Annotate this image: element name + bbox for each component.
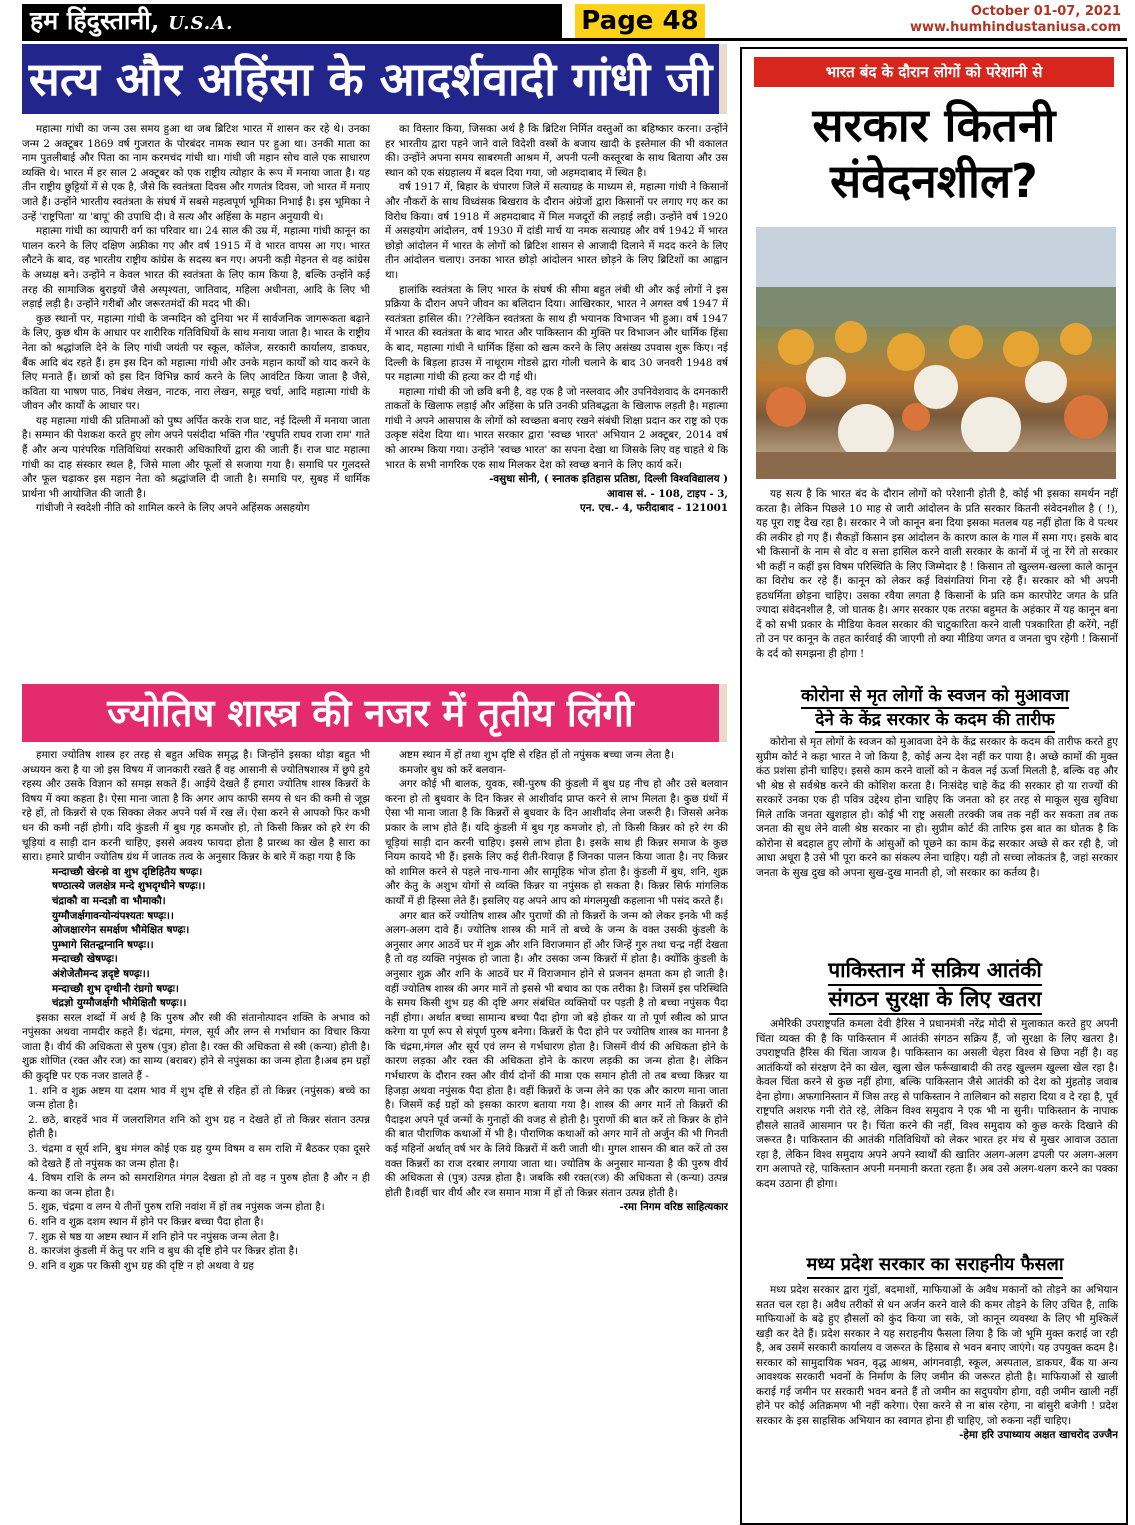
sub1-paragraph: कोरोना से मृत लोगों के स्वजन को मुआवजा देने के केंद्र सरकार के कदम की तारीफ करते हुए सुप्रीम कोर्ट ने कहा भारत ने जो किया है, कोई अन्य देश नहीं कर पाया है। अच्छे कामों की मुक्त कंठ प्रशंसा होनी चाहिए। इससे काम करने वालों को न केवल नई ऊर्जा मिलती है, बल्कि वह और भी श्रेष्ठ से सर्वश्रेष्ठ करने की कोशिश करता है। निःसंदेह चाहे केंद्र की सरकार हो या राज्यों की सरकारें उनका एक ही पवित्र उद्देश्य होना चाहिए कि जनता को हर तरह से माकूल सुख सुविधा मिले ताकि जनता खुशहाल हो। कोई भी राष्ट्र असली तरक्की जब तक नहीं कर सकता तब तक जनता की सुध लेने वाली श्रेष्ठ सरकार ना हो। सुप्रीम कोर्ट की तारिफ इस बात का घोतक है कि कोरोना से बदहाल हुए लोगों के आंसुओं को पूछने का काम केंद्र सरकार अच्छे से कर रही है, जो आधा अधूरा है उसे भी पूरा करने का संकल्प लेना चाहिए। यही तो सच्चा लोकतंत्र है, जहां सरकार जनता के सुख दुख को अपना सुख-दुख मानती हो, जो सरकार का कर्तव्य है। (756, 736, 1118, 879)
article1-credit-line: आवास सं. - 108, टाइप - 3, (606, 487, 728, 500)
sidebar-box (740, 47, 1128, 1525)
sub2-text (756, 1017, 1118, 1249)
article2-paragraph: अगर कोई भी बालक, युवक, स्त्री-पुरुष की कुंडली में बुध ग्रह नीच हो और उसे बलवान करना हो तो बुधवार के दिन किन्नर से आशीर्वाद प्राप्त करने से लाभ मिलता है। कुछ ग्रंथों में ऐसा भी माना जाता है कि किन्नरों से बुधवार के दिन आशीर्वाद लेना जरूरी है। जिससे अनेक प्रकार के लाभ होते हैं। यदि कुंडली में बुध गृह कमजोर हो, तो किसी किन्नर को हरे रंग की चूड़ियां साड़ी दान करनी चाहिए। इससे लाभ होता है। इसके साथ ही किन्नर समाज के कुछ नियम कायदे भी हैं। इसके लिए कई रीती-रिवाज़ हैं जिनका पालन किया जाता है। नए किन्नर को शामिल करने से पहले नाच-गाना और सामूहिक भोज होता है। कुंडली में बुध, शनि, शुक्र और केतु के अशुभ योगों से व्यक्ति किन्नर या नपुंसक हो सकता है। किन्नर सिर्फ मांगलिक कार्यों में ही हिस्सा लेते हैं। इसलिए यह अपने आप को मंगलमुखी कहलाना भी पसंद करते हैं। (385, 778, 728, 907)
sidebar-headline-line2: संवेदनशील? (830, 154, 1038, 208)
article1-paragraph: गांधीजी ने स्वदेशी नीति को शामिल करने के लिए अपने अहिंसक असहयोग (36, 502, 310, 515)
sub1-headline-line2: देने के केंद्र सरकार के कदम की तारीफ (815, 709, 1054, 733)
sidebar-lead-paragraph: यह सत्य है कि भारत बंद के दौरान लोगों को परेशानी होती है, कोई भी इसका समर्थन नहीं करता है। लेकिन पिछले 10 माह से जारी आंदोलन के प्रति सरकार कितनी संवेदनशील है ( !), यह पूरा राष्ट्र देख रहा है। सरकार ने जो कानून बना दिया इसका मतलब यह नहीं होता कि वे पत्थर की लकीर हो गए हैं। सैकड़ों किसान इस आंदोलन के कारण काल के गाल में समा गए। इसके बाद भी किसानों के नाम से वोट व सत्ता हासिल करने वाली सरकार के कानों में जूं ना रेंगे तो सरकार भी कहीं न कहीं इस विषम परिस्थिति के लिए जिम्मेदार है ! किसान तो खुल्लम-खल्ला काले कानून का विरोध कर रहे हैं। कानून को लेकर कई विसंगतियां गिना रहे हैं। सरकार को भी अपनी हठधर्मिता छोड़ना चाहिए। उसका रवैया लगता है किसानों के प्रति कम कारपोरेट जगत के प्रति ज्यादा संवेदनशील है, जो घातक है। अगर सरकार एक तरफा बहुमत के अहंकार में यह कानून बना दें को सभी प्रकार के मीडिया केवल सरकार की चाटुकारिता करने वाली पत्रकारिता ही करेंगे, नहीं तो उन पर कानून के तहत कार्रवाई की जाएगी तो क्या मीडिया जगत व जनता चुप रहेगी ! किसानों के दर्द को समझना ही होगा ! (756, 488, 1118, 660)
sub1-headline-line1: कोरोना से मृत लोगों के स्वजन को मुआवजा (801, 685, 1069, 709)
sanskrit-verse: षण्ठात्स्ये जलक्षेत्र मन्दे शुभदृग्धीने षण्ढ़ः।। (52, 880, 206, 893)
numbered-item: 6. शनि व शुक्र दशम स्थान में होने पर किन्नर बच्चा पैदा होता है। (28, 1216, 264, 1228)
article2-paragraph: कमजोर बुध को करें बलवान- (399, 763, 507, 776)
paper-region: U.S.A. (168, 13, 234, 34)
article1-paragraph: कुछ स्थानों पर, महात्मा गांधी के जन्मदिन को दुनिया भर में सार्वजनिक जागरूकता बढ़ाने के लिए, कुछ थीम के आधार पर शारीरिक गतिविधियों के साथ मनाया जाता है। भारत के राष्ट्रीय नेता को श्रद्धांजलि देने के लिए गांधी जयंती पर स्कूल, कॉलेज, सरकारी कार्यालय, डाकघर, बैंक आदि बंद रहते हैं। हम इस दिन को महात्मा गांधी और उनके महान कार्यों को याद करने के लिए मनाते हैं। छात्रों को इस दिन विभिन्न कार्य करने के लिए आवंटित किया जाता है जैसे, कविता या भाषण पाठ, निबंध लेखन, नाटक, नारा लेखन, समूह चर्चा, आदि महात्मा गांधी के जीवन और कार्यों के आधार पर। (22, 312, 370, 413)
sanskrit-verse: पुम्भागे सितन्द्वग्नानि षण्ढ़ः।। (52, 938, 154, 951)
article1-credit-line: -वसुधा सोनी, ( स्नातक इतिहास प्रतिष्ठा, दिल्ली विश्वविद्यालय ) (489, 473, 728, 486)
sub3-credit: -हेमा हरि उपाध्याय अक्षत खाचरोद उज्जैन (959, 1429, 1118, 1441)
numbered-item: 3. चंद्रमा व सूर्य शनि, बुध मंगल कोई एक ग्रह युग्म विषम व सम राशि में बैठकर एका दूसरे को देखते हैं तो नपुंसक का जन्म होता है। (28, 1143, 370, 1170)
numbered-item: 5. शुक्र, चंद्रमा व लग्न ये तीनों पुरुष राशि नवांश में हों तब नपुंसक जन्म होता है। (28, 1201, 325, 1214)
sub3-headline-text: मध्य प्रदेश सरकार का सराहनीय फैसला (807, 1253, 1064, 1279)
sidebar-lead-text (756, 487, 1118, 685)
masthead (10, 4, 1125, 38)
masthead-rule (22, 38, 1127, 41)
sub1-text (756, 735, 1118, 951)
sub3-paragraph: मध्य प्रदेश सरकार द्वारा गुंडों, बदमाशों, माफियाओं के अवैध मकानों को तोड़ने का अभियान सतत चल रहा है। अवैध तरीकों से धन अर्जन करने वाले की कमर तोड़ने के लिए उचित है, ताकि माफियाओं के बढ़े हुए हौसलों को कुंद किया जा सके, जो कानून व्यवस्था के लिए भी मुश्किलें खड़ी कर देते हैं। प्रदेश सरकार ने यह सराहनीय फैसला लिया है कि जो भूमि मुक्त कराई जा रही है, अब उसमें सरकारी कार्यालय व जरूरत के हिसाब से भवन बनाए जाएंगे। यह उपयुक्त कदम है। सरकार को सामुदायिक भवन, वृद्ध आश्रम, आंगनवाड़ी, स्कूल, अस्पताल, डाकघर, बैंक या अन्य आवश्यक सरकारी भवनों के निर्माण के लिए जमीन की जरूरत होती है। माफियाओं से खाली कराई गई जमीन पर सरकारी भवन बनते हैं तो जमीन का सदुपयोग होगा, वही जमीन खाली नहीं होने पर कोई अतिक्रमण भी नहीं करेगा। ऐसा करने से ना बांस रहेगा, ना बांसुरी बजेगी ! प्रदेश सरकार के इस साहसिक अभियान का स्वागत होना ही चाहिए, जो रुकना नहीं चाहिए। (756, 1284, 1118, 1427)
article2-headline: ज्योतिष शास्त्र की नजर में तृतीय लिंगी (22, 684, 727, 742)
article2-paragraph: अगर बात करें ज्योतिष शास्त्र और पुराणों की तो किन्नरों के जन्म को लेकर इनके भी कई अलग-अलग दावे हैं। ज्योतिष शास्त्र की मानें तो बच्चे के जन्म के वक्त उसकी कुंडली के अनुसार अगर आठवें घर में शुक्र और शनि विराजमान हों और जिन्हें गुरु तथा चन्द्र नहीं देखता है तो वह व्यक्ति नपुंसक हो जाता है। और उसका जन्म किन्नरों में होता है। क्योंकि कुंडली के अनुसार शुक्र और शनि के आठवें घर में विराजमान होने से प्रजनन क्षमता कम हो जाती है। वहीं ज्योतिष शास्त्र की अगर मानें तो इससे भी बचाव का एक तरीका है। जिसमें इस परिस्थिति के समय किसी शुभ ग्रह की दृष्टि अगर संबंधित व्यक्तियों पर पड़ती है तो बच्चा नपुंसक पैदा नहीं होगा। अर्थात बच्चा सामान्य बच्चा पैदा होगा जो बड़े होकर या तो पूर्ण स्त्रीत्व को प्राप्त करेगा या पूर्ण रूप से संपूर्ण पुरुष बनेगा। किन्नरों के पैदा होने पर ज्योतिष शास्त्र का मानना है कि चंद्रमा,मंगल और सूर्य एवं लग्न से गर्भधारण होता है। जिसमें वीर्य की अधिकता होने के कारण लड़का और रक्त की अधिकता होने के कारण लड़की का जन्म होता है। लेकिन गर्भधारण के दौरान रक्त और वीर्य दोनों की मात्रा एक समान होती तो तब बच्चा किन्नर या हिजड़ा अथवा नपुंसक पैदा होता है। वहीं किन्नरों के जन्म लेने का एक और कारण माना जाता है। जिसमें कई ग्रहों को इसका कारण बताया गया है। शास्त्र की अगर मानें तो किन्नरों की पैदाइश अपने पूर्व जन्मों के गुनाहों की वजह से होती है। पुराणों की बात करें तो किन्नर के होने की बात पौराणिक कथाओं में भी है। पौराणिक कथाओं को अगर मानें तो अर्जुन की भी गिनती कई महिनों अर्थात् वर्ष भर के लिये किन्नरों में करी जाती थी। मुगल शासन की बात करें तो उस वक्त किन्नरों का राज दरबार लगाया जाता था। ज्योतिष के अनुसार मान्यता है की पुरुष वीर्य की अधिकता से (पुत्र) उत्पन्न होता है। जबकि स्त्री रक्त(रज) की अधिकता से (कन्या) उत्पन्न होती है।वहीं चार वीर्य और रज समान मात्रा में हों तो किन्नर संतान उत्पन्न होती है। (385, 909, 728, 1199)
sanskrit-verse: ओजक्षारगेन समर्क्षण भौमेक्षित षण्ढ़ः। (52, 924, 190, 937)
numbered-item: 1. शनि व शुक्र अष्टम या दशम भाव में शुभ दृष्टि से रहित हों तो किन्नर (नपुंसक) बच्चे का जन्म होता है। (28, 1084, 370, 1112)
article2-column-2 (385, 748, 728, 1523)
sub2-headline-line1: पाकिस्तान में सक्रिय आतंकी (828, 957, 1042, 986)
numbered-item: 7. शुक्र से षष्ठ या अष्टम स्थान में शनि होने पर नपुंसक जन्म लेता है। (28, 1230, 279, 1243)
numbered-item: 4. विषम राशि के लग्न को समराशिगत मंगल देखता हो तो वह न पुरुष होता है और न ही कन्या का जन्म होता है। (28, 1172, 370, 1199)
sub2-headline-line2: संगठन सुरक्षा के लिए खतरा (829, 986, 1042, 1015)
article1-paragraph: वर्ष 1917 में, बिहार के चंपारण जिले में सत्याग्रह के माध्यम से, महात्मा गांधी ने किसानों और नौकरों के साथ विध्वंसक बिखराव के दौरान अंग्रेजों द्वारा किसानों पर लगाए गए कर का विरोध किया। वर्ष 1918 में अहमदाबाद में मिल मजदूरों की लड़ाई लड़ी। उन्होंने वर्ष 1920 में असहयोग आंदोलन, वर्ष 1930 में दांडी मार्च या नमक सत्याग्रह और वर्ष 1942 में भारत छोड़ो आंदोलन में भारत के लोगों को ब्रिटिश शासन से आजादी दिलाने में मदद करने के लिए तीन आंदोलन चलाए। उनका भारत छोड़ो आंदोलन भारत छोड़ने के लिए ब्रिटिशों का आह्वान था। (385, 181, 728, 281)
numbered-item: 8. कारजंश कुंडली में केतु पर शनि व बुध की दृष्टि होने पर किन्नर होता है। (28, 1245, 299, 1258)
page-label: Page 48 (575, 4, 705, 38)
article1-paragraph: हालांकि स्वतंत्रता के लिए भारत के संघर्ष की सीमा बहुत लंबी थी और कई लोगों ने इस प्रक्रिया के दौरान अपने जीवन का बलिदान दिया। आखिरकार, भारत ने अगस्त वर्ष 1947 में स्वतंत्रता हासिल की। ??लेकिन स्वतंत्रता के साथ ही भयानक विभाजन भी हुआ। वर्ष 1947 में भारत की स्वतंत्रता के बाद भारत और पाकिस्तान की मुक्ति पर विभाजन और धार्मिक हिंसा के बाद, महात्मा गांधी ने धार्मिक हिंसा को खत्म करने के लिए असंख्य उपवास शुरू किए। नई दिल्ली के बिड़ला हाउस में नाथूराम गोडसे द्वारा गोली चलाने के बाद 30 जनवरी 1948 वर्ष पर महात्मा गांधी की हत्या कर दी गई थी। (385, 283, 728, 384)
numbered-item: 9. शनि व शुक्र पर किसी शुभ ग्रह की दृष्टि न हो अथवा वे ग्रह (28, 1259, 254, 1272)
sidebar-kicker: भारत बंद के दौरान लोगों को परेशानी से (754, 57, 1114, 87)
sanskrit-verse: चंद्रज्ञो युग्मौजर्क्षगौ भौमेक्षितौ षण्ढ़ः।। (52, 997, 187, 1010)
sub3-headline (752, 1253, 1118, 1279)
sanskrit-verse: चंद्राकौ वा मन्दज्ञौ वा भौमाकौ। (52, 894, 166, 907)
article1-paragraph: का विस्तार किया, जिसका अर्थ है कि ब्रिटिश निर्मित वस्तुओं का बहिष्कार करना। उन्होंने हर भारतीय द्वारा पहने जाने वाले विदेशी वस्त्रों के बजाय खादी के इस्तेमाल की भी वकालत की। उन्होंने अपना समय साबरमती आश्रम में, अपनी पत्नी कस्तूरबा के साथ बिताया और उस स्थान को एक संग्रहालय में बदल दिया गया, जो अहमदाबाद में स्थित है। (385, 123, 728, 179)
sub2-headline (752, 957, 1118, 1015)
numbered-item: 2. छठे, बारहवें भाव में जलराशिगत शनि को शुभ ग्रह न देखते हों तो किन्नर संतान उत्पन्न होती है। (28, 1113, 370, 1141)
sub3-text (756, 1283, 1118, 1505)
article1-paragraph: महात्मा गांधी की जो छवि बनी है, वह एक है जो नस्लवाद और उपनिवेशवाद के दमनकारी ताकतों के खिलाफ लड़ाई और अहिंसा के प्रति उनकी प्रतिबद्धता के खिलाफ लड़ती है। महात्मा गांधी ने अपने आसपास के लोगों को स्वच्छता बनाए रखने संबंधी शिक्षा प्रदान कर राष्ट्र को एक उत्कृष्ट संदेश दिया था। भारत सरकार द्वारा 'स्वच्छ भारत' अभियान 2 अक्टूबर, 2014 वर्ष को आरम्भ किया गया। उन्होंने 'स्वच्छ भारत' का सपना देखा था जिसके लिए वह चाहते थे कि भारत के सभी नागरिक एक साथ मिलकर देश को स्वच्छ बनाने के लिए कार्य करें। (385, 385, 728, 471)
article2-paragraph: अष्टम स्थान में हों तथा शुभ दृष्टि से रहित हों तो नपुंसक बच्चा जन्म लेता है। (399, 749, 674, 761)
issue-date: October 01-07, 2021 (970, 4, 1121, 19)
article1-paragraph: यह महात्मा गांधी की प्रतिमाओं को पुष्प अर्पित करके राज घाट, नई दिल्ली में मनाया जाता है। सम्मान की पेशकश करते हुए लोग अपने पसंदीदा भक्ति गीत 'रघुपति राघव राजा राम' गाते हैं और अन्य पारंपरिक गतिविधियां सरकारी अधिकारियों द्वारा की जाती हैं। राज घाट महात्मा गांधी का दाह संस्कार स्थल है, जिसे माला और फूलों से सजाया गया है। समाधि पर गुलदस्ते और फूल चढ़ाकर इस महान नेता को श्रद्धांजलि दी जाती है। समाधि पर, सुबह में धार्मिक प्रार्थना भी आयोजित की जाती है। (22, 414, 370, 500)
website: www.humhindustaniusa.com (909, 20, 1121, 35)
paper-name (22, 4, 562, 38)
article2-column-1 (22, 748, 370, 1523)
sanskrit-verse: अंशेजेतौमन्द ज्ञदृष्टे षण्ढ़ः।। (52, 967, 150, 980)
article1-paragraph: महात्मा गांधी का व्यापारी वर्ग का परिवार था। 24 साल की उम्र में, महात्मा गांधी कानून का पालन करने के लिए दक्षिण अफ्रीका गए और वर्ष 1915 में वे भारत वापस आ गए। भारत लौटने के बाद, वह भारतीय राष्ट्रीय कांग्रेस के सदस्य बन गए। अपनी कड़ी मेहनत से वह कांग्रेस के अध्यक्ष बने। उन्होंने न केवल भारत की स्वतंत्रता के लिए काम किया है, बल्कि उन्होंने कई तरह की सामाजिक बुराइयों जैसे अस्पृश्यता, जातिवाद, महिला अधीनता, आदि के लिए भी लड़ाई लड़ी है। उन्होंने गरीबों और जरूरतमंदों की मदद भी की। (22, 225, 370, 311)
article1-column-1 (22, 122, 370, 682)
sidebar-headline-line1: सरकार कितनी (812, 98, 1056, 152)
article1-credit-line: एन. एच.- 4, फरीदाबाद - 121001 (580, 502, 728, 515)
sanskrit-verse: मन्दाच्छौ खेरन्ध्रे वा शुभ दृष्टिहितैय षण्ढ़ः। (52, 865, 203, 878)
sanskrit-verse: मन्दाच्छौ शुभ दृग्धीनौ रंघ्रगो षण्ढ़ः। (52, 982, 179, 995)
paper-name-text: हम हिंदुस्तानी, (30, 6, 160, 35)
farmers-protest-photo (756, 227, 1116, 479)
article1-column-2 (385, 122, 728, 682)
sanskrit-verse: युग्मौजर्क्षगावन्योन्यंपश्यतः षण्ढ़ः।। (52, 909, 174, 922)
crowd-illustration (756, 227, 1116, 479)
article2-paragraph: हमारा ज्योतिष शास्त्र हर तरह से बहुत अधिक समृद्ध है। जिन्होंने इसका थोड़ा बहुत भी अध्ययन करा है या जो इस विषय में जानकारी रखते हैं वह आसानी से ज्योतिषशास्त्र में छुपे हुये रहस्य और उसके विज्ञान को समझ सकते हैं। आईये देखते हैं हमारा ज्योतिष शास्त्र किन्नरों के विषय में क्या कहता है। ऐसा माना जाता है कि अगर आप काफी समय से धन की कमी से जूझ रहे हों, तो किन्नरों से एक सिक्का लेकर अपने पर्स में रख लें। ऐसा करने से आपको फिर कभी धन की कमी नहीं होगी। यदि कुंडली में बुध गृह कमजोर हो, तो किसी किन्नर को हरे रंग की चूड़ियां व साड़ी दान करनी चाहिए, इससे अवश्य फायदा होता है प्रारब्ध का खेल है सारा का सारा। हमारे प्राचीन ज्योतिष ग्रंथ में जातक तत्व के अनुसार किन्नर के बारे में कहा गया है कि (22, 749, 370, 864)
sub2-paragraph: अमेरिकी उपराष्ट्रपति कमला देवी हैरिस ने प्रधानमंत्री नरेंद्र मोदी से मुलाकात करते हुए अपनी चिंता व्यक्त की है कि पाकिस्तान में आतंकी संगठन सक्रिय हैं, जो सुरक्षा के लिए खतरा है। उपराष्ट्रपति हैरिस की चिंता जायज है। पाकिस्तान का असली चेहरा विश्व से छिपा नहीं है। वह आतंकियों को संरक्षण देने का खेल, खुला खेल फर्रूखाबादी की तरह खुल्लम खुल्ला खेल रहा है। केवल चिंता करने से कुछ नहीं होगा, बल्कि पाकिस्तान जैसे आतंकी को देश को मुंहतोड़ जवाब देना होगा। अफगानिस्तान में जिस तरह से पाकिस्तान ने तालिबान को सहारा दिया व दे रहा है, पूर्व राष्ट्रपति अशरफ गनी रोते रहे, लेकिन विश्व समुदाय ने एक भी ना सुनी। पाकिस्तान के नापाक हौसले सातवें आसमान पर है। चिंता करने की नहीं, विश्व समुदाय को कुछ करके दिखाने की जरूरत है। पाकिस्तान की आतंकी गतिविधियों को लेकर भारत हर मंच से मुखर आवाज उठाता रहा है, लेकिन विश्व समुदाय अपने अपने स्वार्थों की खातिर अलग-अलग ढपली पर अलग-अलग राग अलापते रहे, पाकिस्तान अपनी मनमानी करता रहता हैं। अब उसे अलग-थलग करने का पक्का कदम उठाना ही होगा। (756, 1018, 1118, 1190)
article2-credit: -रमा निगम वरिष्ठ साहित्यकार (619, 1201, 728, 1214)
masthead-date-block (910, 4, 1121, 36)
article1-headline: सत्य और अहिंसा के आदर्शवादी गांधी जी (22, 44, 727, 114)
article1-paragraph: महात्मा गांधी का जन्म उस समय हुआ था जब ब्रिटिश भारत में शासन कर रहे थे। उनका जन्म 2 अक्टूबर 1869 वर्ष गुजरात के पोरबंदर नामक स्थान पर हुआ था। उनकी माता का नाम पुतलीबाई और पिता का नाम करमचंद गांधी था। गांधी जी महान सोच वाले एक साधारण व्यक्ति थे। भारत में हर साल 2 अक्टूबर को एक राष्ट्रीय त्योहार के रूप में मनाया जाता है। यह तीन राष्ट्रीय छुट्टियों में से एक है, जैसे कि स्वतंत्रता दिवस और गणतंत्र दिवस, जो भारत में मनाए जाते हैं। उन्होंने भारतीय स्वतंत्रता के संघर्ष में सबसे महत्वपूर्ण भूमिका निभाई है। इस भूमिका ने उन्हें 'राष्ट्रपिता' या 'बापू' की उपाधि दी। वे सत्य और अहिंसा के महान अनुयायी थे। (22, 123, 370, 223)
sub1-headline (752, 685, 1118, 733)
article2-paragraph: इसका सरल शब्दों में अर्थ है कि पुरुष और स्त्री की संतानोत्पादन शक्ति के अभाव को नपुंसका अथवा नामदीर कहते हैं। चंद्रमा, मंगल, सूर्य और लग्न से गर्भाधान का विचार किया जाता है। वीर्य की अधिकता से पुरुष (पुत्र) होता है। रक्त की अधिकता से स्त्री (कन्या) होती है। शुक्र शोणित (रक्त और रज) का साम्य (बराबर) होने से नपुंसका का जन्म होता है।अब हम ग्रहों की कुदृष्टि पर एक नजर डालते हैं - (22, 1011, 370, 1083)
sanskrit-verse: मन्दाच्छौ खेषण्ढ़ः। (52, 953, 118, 966)
sidebar-headline (748, 97, 1120, 209)
